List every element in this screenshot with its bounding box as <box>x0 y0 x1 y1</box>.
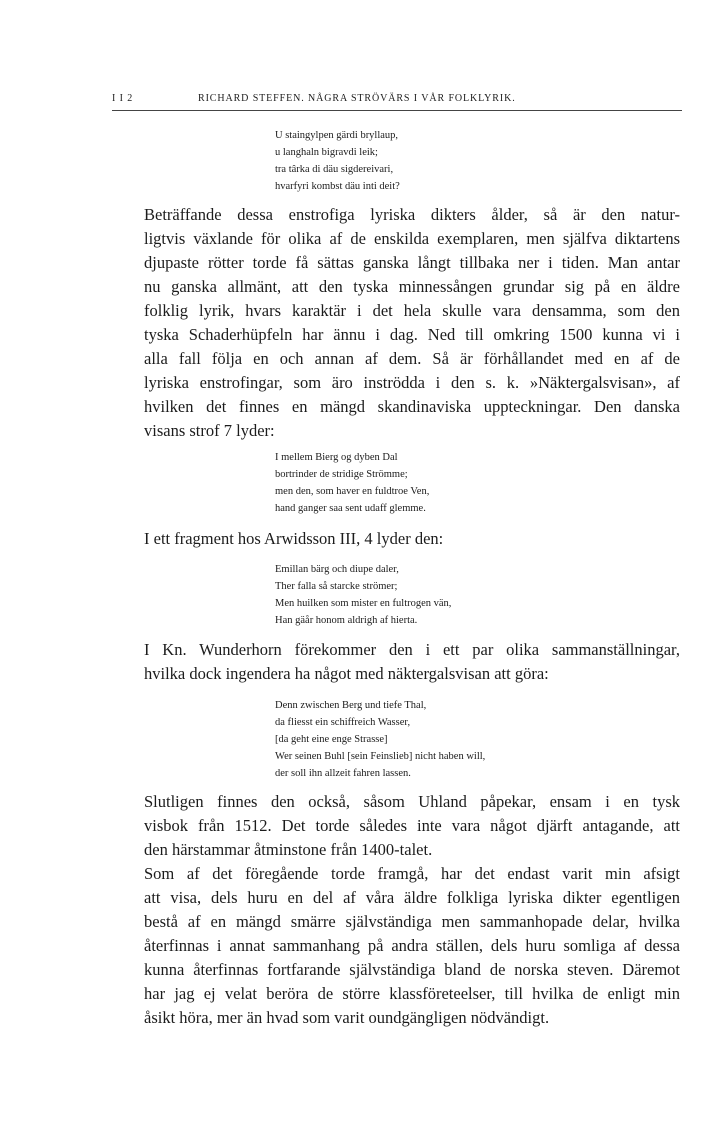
verse-line: der soll ihn allzeit fahren lassen. <box>275 768 411 779</box>
text-line: hvilka dock ingendera ha något med näktergalsvisan att göra: <box>144 664 549 683</box>
text-line: Beträffande dessa enstrofiga lyriska dikters ålder, så är den natur- <box>144 205 680 224</box>
text-line: den härstammar åtminstone från 1400-talet. <box>144 840 433 859</box>
text-line: djupaste rötter torde få sättas ganska långt tillbaka ner i tiden. Man antar <box>144 253 680 272</box>
verse-line: I mellem Bierg og dyben Dal <box>275 452 398 463</box>
verse-line: bortrinder de stridige Strömme; <box>275 469 408 480</box>
page-number: I I 2 <box>112 93 134 104</box>
verse-line: da fliesst ein schiffreich Wasser, <box>275 717 411 728</box>
text-line: nu ganska allmänt, att den tyska minnessången grundar sig på en äldre <box>144 277 680 296</box>
text-line: visans strof 7 lyder: <box>144 421 275 440</box>
header-rule <box>112 110 682 111</box>
paragraph-arwidsson <box>114 527 680 551</box>
verse-line: Wer seinen Buhl [sein Feinslieb] nicht haben will, <box>275 751 486 762</box>
text-line: åsikt höra, mer än hvad som varit oundgängligen nödvändigt. <box>144 1008 550 1027</box>
verse-line: men den, som haver en fuldtroe Ven, <box>275 486 430 497</box>
text-line: kunna återfinnas fortfarande självständiga bland de norska steven. Däremot <box>144 960 680 979</box>
text-line: folklig lyrik, hvars karaktär i det hela skulle vara densamma, som den <box>144 301 680 320</box>
paragraph-conclusion <box>114 862 680 1030</box>
text-line: bestå af en mängd smärre självständiga men sammanhopade delar, hvilka <box>144 912 680 931</box>
text-line: I Kn. Wunderhorn förekommer den i ett par olika sammanställningar, <box>144 640 680 659</box>
verse-line: Han gäår honom aldrigh af hierta. <box>275 615 418 626</box>
text-line: alla fall följa en och annan af dem. Så är förhållandet med en af de <box>144 349 680 368</box>
text-line: ligtvis växlande för olika af de enskilda exemplaren, men själfva diktartens <box>144 229 680 248</box>
paragraph-wunderhorn <box>114 638 680 686</box>
paragraph-age-of-poems <box>114 203 680 443</box>
text-line: att visa, dels huru en del af våra äldre folkliga lyriska dikter egentligen <box>144 888 680 907</box>
verse-line: hvarfyri kombst däu inti deit? <box>275 181 400 192</box>
running-title: RICHARD STEFFEN. NÅGRA STRÖVÄRS I VÅR FOLKLYRIK. <box>198 93 516 104</box>
page-header <box>112 92 680 106</box>
text-line: Slutligen finnes den också, såsom Uhland påpekar, ensam i en tysk <box>144 792 680 811</box>
text-line: återfinnas i annat sammanhang på andra ställen, dels huru somliga af dessa <box>144 936 680 955</box>
verse-line: [da geht eine enge Strasse] <box>275 734 388 745</box>
verse-line: Denn zwischen Berg und tiefe Thal, <box>275 700 427 711</box>
text-line: lyriska enstrofingar, som äro inströdda i den s. k. »Näktergalsvisan», af <box>144 373 680 392</box>
verse-line: Ther falla så starcke strömer; <box>275 581 398 592</box>
verse-line: Emillan bärg och diupe daler, <box>275 564 399 575</box>
text-line: hvilken det finnes en mängd skandinaviska uppteckningar. Den danska <box>144 397 680 416</box>
verse-line: tra târka di däu sigdereivari, <box>275 164 394 175</box>
verse-line: hand ganger saa sent udaff glemme. <box>275 503 426 514</box>
text-line: har jag ej velat beröra de större klassföreteelser, till hvilka de enligt min <box>144 984 680 1003</box>
verse-gutnish <box>275 127 400 195</box>
verse-line: u langhaln bigravdi leik; <box>275 147 378 158</box>
verse-line: Men huilken som mister en fultrogen vän, <box>275 598 452 609</box>
verse-danish <box>275 449 429 517</box>
text-line: I ett fragment hos Arwidsson III, 4 lyder den: <box>144 529 444 548</box>
verse-swedish <box>275 561 451 629</box>
verse-line: U staingylpen gärdi bryllaup, <box>275 130 399 141</box>
paragraph-uhland <box>114 790 680 862</box>
text-line: visbok från 1512. Det torde således inte vara något djärft antagande, att <box>144 816 680 835</box>
text-line: tyska Schaderhüpfeln har ännu i dag. Ned till omkring 1500 kunna vi i <box>144 325 680 344</box>
text-line: Som af det föregående torde framgå, har det endast varit min afsigt <box>144 864 680 883</box>
verse-german <box>275 697 485 782</box>
